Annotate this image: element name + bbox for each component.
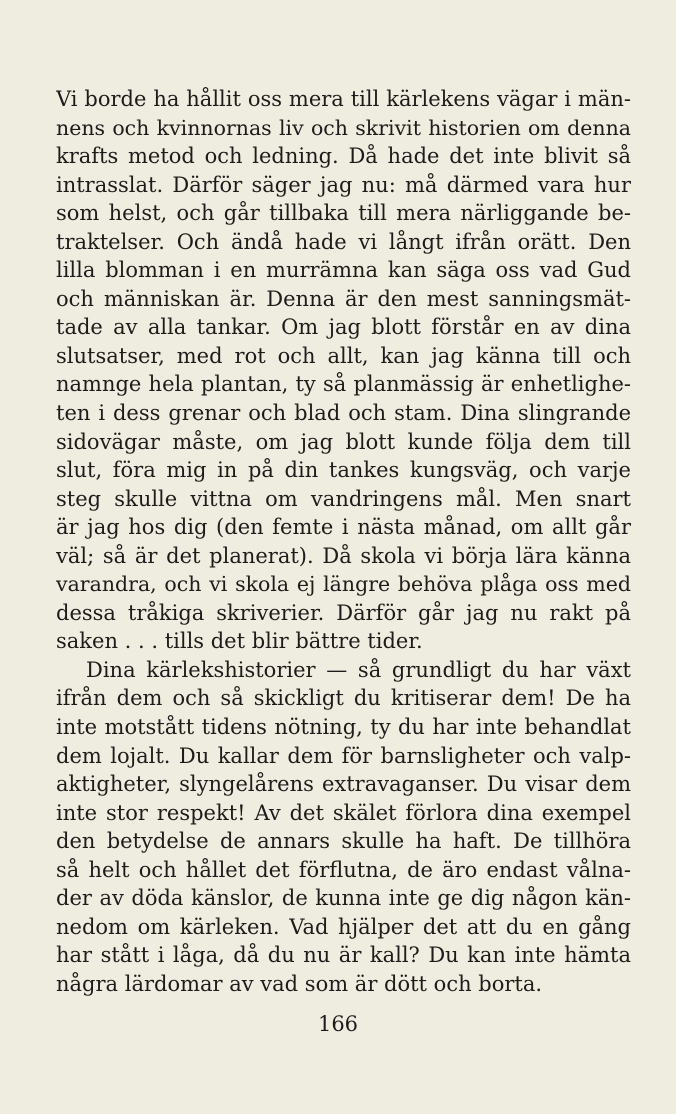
text-line: Dina kärlekshistorier — så grundligt du har växt <box>86 657 631 682</box>
page-number: 166 <box>317 1012 359 1036</box>
text-line: namnge hela plantan, ty så planmässig är enhetlighe- <box>56 372 631 397</box>
text-line: nens och kvinnornas liv och skrivit historien om denna <box>56 115 631 140</box>
text-line: krafts metod och ledning. Då hade det inte blivit så <box>56 144 631 169</box>
text-line: ifrån dem och så skickligt du kritiserar dem! De ha <box>56 686 631 711</box>
text-line: är jag hos dig (den femte i nästa månad, om allt går <box>56 515 631 540</box>
body-text <box>56 85 631 999</box>
text-line: tade av alla tankar. Om jag blott förstår en av dina <box>56 315 631 340</box>
text-line: aktigheter, slyngelårens extravaganser. Du visar dem <box>56 772 631 797</box>
text-line: och människan är. Denna är den mest sanningsmät- <box>56 286 631 311</box>
text-line: varandra, och vi skola ej längre behöva plåga oss med <box>56 572 631 597</box>
text-line: slut, föra mig in på din tankes kungsväg, och varje <box>56 458 631 483</box>
text-line: nedom om kärleken. Vad hjälper det att du en gång <box>56 914 631 939</box>
text-line: Vi borde ha hållit oss mera till kärlekens vägar i män- <box>56 87 631 111</box>
text-line: så helt och hållet det förflutna, de äro endast vålna- <box>56 857 631 882</box>
text-line: saken . . . tills det blir bättre tider. <box>56 629 423 654</box>
text-line: inte stor respekt! Av det skälet förlora dina exempel <box>56 800 631 825</box>
text-line: sidovägar måste, om jag blott kunde följa dem till <box>56 429 631 454</box>
text-line: dem lojalt. Du kallar dem för barnsligheter och valp- <box>56 743 631 768</box>
text-line: lilla blomman i en murrämna kan säga oss vad Gud <box>56 258 631 283</box>
text-line: steg skulle vittna om vandringens mål. Men snart <box>56 486 631 511</box>
text-line: intrasslat. Därför säger jag nu: må därmed vara hur <box>56 172 631 197</box>
text-line: dessa tråkiga skriverier. Därför går jag nu rakt på <box>56 600 631 625</box>
text-line: som helst, och går tillbaka till mera närliggande be- <box>56 201 631 226</box>
text-line: ten i dess grenar och blad och stam. Dina slingrande <box>56 401 631 426</box>
text-line: inte motstått tidens nötning, ty du har inte behandlat <box>56 715 631 740</box>
text-line: väl; så är det planerat). Då skola vi börja lära känna <box>56 543 631 568</box>
text-line: några lärdomar av vad som är dött och borta. <box>56 971 543 996</box>
paragraph-1 <box>56 85 631 656</box>
text-line: traktelser. Och ändå hade vi långt ifrån orätt. Den <box>56 229 631 254</box>
text-line: slutsatser, med rot och allt, kan jag känna till och <box>56 343 631 368</box>
text-line: har stått i låga, då du nu är kall? Du kan inte hämta <box>56 943 631 968</box>
text-line: der av döda känslor, de kunna inte ge dig någon kän- <box>56 886 631 911</box>
text-line: den betydelse de annars skulle ha haft. De tillhöra <box>56 829 631 854</box>
paragraph-2 <box>56 656 631 999</box>
